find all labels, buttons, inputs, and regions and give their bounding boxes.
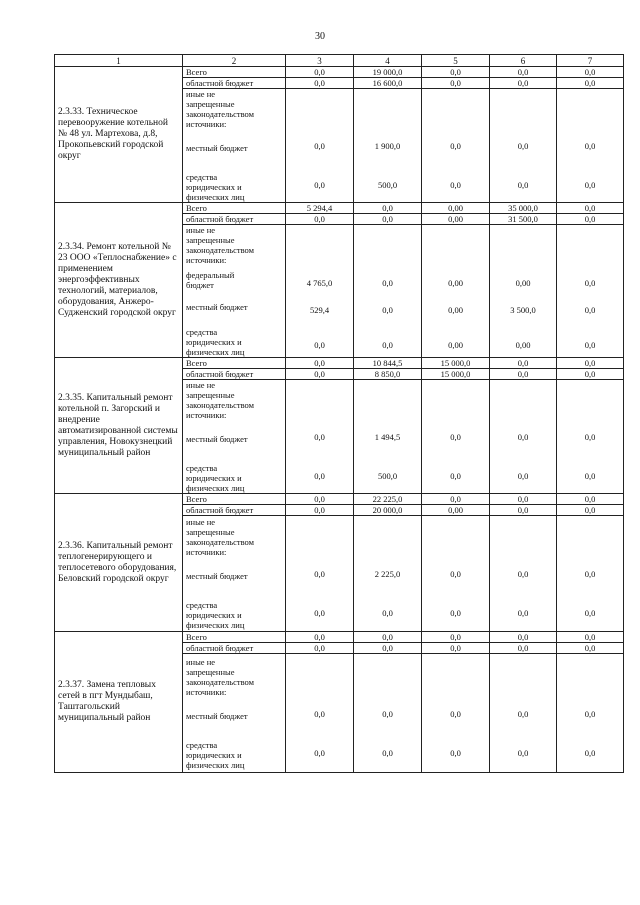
text-line: 0,00 xyxy=(448,339,463,350)
value-cell: 0,0 xyxy=(490,643,557,654)
text-line: 0,0 xyxy=(314,432,325,442)
text-line: 0,0 xyxy=(450,180,461,190)
value-cell: 0,0 xyxy=(557,505,624,516)
text-line: иные не xyxy=(186,656,216,667)
text-line: 0,0 xyxy=(314,180,325,190)
text-line: 0,0 xyxy=(450,708,461,719)
text-line: юридических и xyxy=(186,610,242,620)
text-line: 0,0 xyxy=(584,471,596,481)
text-line: 0,0 xyxy=(517,569,529,579)
text-line: юридических и xyxy=(186,182,242,192)
header-cell: 2 xyxy=(183,55,286,67)
text-line: физических лиц xyxy=(186,620,245,630)
value-cell xyxy=(490,225,557,358)
text-line: 0,0 xyxy=(517,747,529,758)
value-cell: 0,0 xyxy=(490,632,557,643)
value-cell: 22 225,0 xyxy=(354,494,422,505)
value-cell xyxy=(286,654,354,773)
project-title: 2.3.34. Ремонт котельной № 23 ООО «Теплоснабжение» с применением энергоэффективных технологий, материалов, оборудования, Анжеро-Судженский городской округ xyxy=(55,203,183,358)
value-cell: 0,0 xyxy=(286,78,354,89)
text-line: местный бюджет xyxy=(186,571,248,581)
text-line: юридических и xyxy=(186,473,242,483)
text-line: 0,0 xyxy=(382,339,393,350)
text-line: 4 765,0 xyxy=(306,277,333,288)
header-cell: 4 xyxy=(354,55,422,67)
value-cell: 0,0 xyxy=(490,369,557,380)
text-line: средства xyxy=(186,327,218,337)
value-cell: 5 294,4 xyxy=(286,203,354,214)
text-line: 3 500,0 xyxy=(510,304,536,315)
table-row xyxy=(55,358,624,369)
text-line: 0,0 xyxy=(517,432,529,442)
source-total-label: Всего xyxy=(183,632,286,643)
text-line: местный бюджет xyxy=(186,302,248,312)
text-line: физических лиц xyxy=(186,759,245,770)
text-line: 0,0 xyxy=(382,608,393,618)
text-line: запрещенные xyxy=(186,235,235,245)
source-total-label: Всего xyxy=(183,358,286,369)
text-line: источники: xyxy=(186,255,227,265)
text-line: 0,0 xyxy=(517,141,529,151)
value-cell: 0,0 xyxy=(286,505,354,516)
text-line: 1 900,0 xyxy=(374,141,401,151)
source-regional-label: областной бюджет xyxy=(183,369,286,380)
text-line: 0,0 xyxy=(517,471,529,481)
value-cell: 31 500,0 xyxy=(490,214,557,225)
text-line: 0,0 xyxy=(450,747,461,758)
source-regional-label: областной бюджет xyxy=(183,505,286,516)
text-line: 0,0 xyxy=(584,180,596,190)
value-cell: 0,0 xyxy=(422,67,490,78)
value-cell xyxy=(354,516,422,632)
value-cell: 0,0 xyxy=(354,203,422,214)
value-cell: 0,0 xyxy=(286,632,354,643)
text-line: 0,0 xyxy=(584,708,596,719)
value-cell xyxy=(557,89,624,203)
source-regional-label: областной бюджет xyxy=(183,214,286,225)
text-line: запрещенные xyxy=(186,527,235,537)
table-row xyxy=(55,203,624,214)
project-title: 2.3.36. Капитальный ремонт теплогенерирующего и теплосетевого оборудования, Беловский городской округ xyxy=(55,494,183,632)
value-cell xyxy=(490,89,557,203)
text-line: 0,0 xyxy=(314,608,325,618)
text-line: 0,0 xyxy=(450,608,461,618)
text-line: запрещенные xyxy=(186,666,235,677)
text-line: 0,0 xyxy=(584,141,596,151)
text-line: 0,0 xyxy=(382,304,393,315)
text-line: 0,0 xyxy=(584,304,596,315)
text-line: 0,0 xyxy=(314,471,325,481)
text-line: 0,00 xyxy=(448,304,463,315)
text-line: местный бюджет xyxy=(186,143,248,153)
text-line: 0,00 xyxy=(448,277,463,288)
text-line: 0,0 xyxy=(584,339,596,350)
text-line: средства xyxy=(186,172,218,182)
source-other-label xyxy=(183,380,286,494)
text-line: 0,0 xyxy=(584,432,596,442)
value-cell xyxy=(422,225,490,358)
text-line: иные не xyxy=(186,517,216,527)
text-line: источники: xyxy=(186,547,227,557)
text-line: 0,0 xyxy=(382,277,393,288)
text-line: законодательством xyxy=(186,537,255,547)
value-cell xyxy=(354,380,422,494)
value-cell: 15 000,0 xyxy=(422,358,490,369)
text-line: 0,0 xyxy=(314,708,325,719)
header-cell: 3 xyxy=(286,55,354,67)
header-row xyxy=(55,55,624,67)
value-cell xyxy=(286,516,354,632)
header-cell: 6 xyxy=(490,55,557,67)
value-cell: 0,00 xyxy=(422,214,490,225)
source-regional-label: областной бюджет xyxy=(183,78,286,89)
value-cell: 0,0 xyxy=(557,643,624,654)
value-cell xyxy=(490,380,557,494)
value-cell: 16 600,0 xyxy=(354,78,422,89)
value-cell xyxy=(422,380,490,494)
text-line: 0,0 xyxy=(450,471,461,481)
text-line: 0,0 xyxy=(517,708,529,719)
text-line: 500,0 xyxy=(377,180,398,190)
text-line: федеральный xyxy=(186,270,235,280)
source-other-label xyxy=(183,516,286,632)
value-cell: 0,0 xyxy=(490,358,557,369)
text-line: 0,0 xyxy=(584,569,596,579)
source-total-label: Всего xyxy=(183,494,286,505)
text-line: иные не xyxy=(186,225,216,235)
value-cell: 0,0 xyxy=(490,78,557,89)
text-line: 0,0 xyxy=(314,569,325,579)
value-cell: 0,0 xyxy=(286,494,354,505)
budget-table xyxy=(54,54,624,773)
text-line: средства xyxy=(186,463,218,473)
value-cell: 8 850,0 xyxy=(354,369,422,380)
value-cell: 0,0 xyxy=(354,643,422,654)
text-line: источники: xyxy=(186,686,227,697)
text-line: 0,0 xyxy=(314,141,325,151)
text-line: 500,0 xyxy=(377,471,398,481)
value-cell xyxy=(354,225,422,358)
value-cell xyxy=(557,225,624,358)
header-cell: 5 xyxy=(422,55,490,67)
text-line: бюджет xyxy=(186,280,214,290)
project-title: 2.3.35. Капитальный ремонт котельной п. Загорский и внедрение автоматизированной системы управления, Новокузнецкий муниципальный район xyxy=(55,358,183,494)
value-cell: 0,0 xyxy=(557,494,624,505)
value-cell xyxy=(557,654,624,773)
text-line: 0,0 xyxy=(517,180,529,190)
text-line: 1 494,5 xyxy=(374,432,401,442)
text-line: средства xyxy=(186,739,218,750)
value-cell: 0,0 xyxy=(286,67,354,78)
value-cell xyxy=(557,380,624,494)
text-line: запрещенные xyxy=(186,390,235,400)
value-cell: 0,0 xyxy=(490,67,557,78)
value-cell: 15 000,0 xyxy=(422,369,490,380)
value-cell: 0,0 xyxy=(354,214,422,225)
value-cell: 0,0 xyxy=(422,494,490,505)
text-line: 0,00 xyxy=(515,277,531,288)
value-cell: 0,0 xyxy=(557,67,624,78)
text-line: 0,0 xyxy=(382,708,393,719)
table-row xyxy=(55,67,624,78)
value-cell xyxy=(422,89,490,203)
text-line: источники: xyxy=(186,410,227,420)
value-cell xyxy=(286,380,354,494)
source-other-label xyxy=(183,654,286,773)
text-line: 0,0 xyxy=(584,747,596,758)
text-line: источники: xyxy=(186,119,227,129)
text-line: законодательством xyxy=(186,109,255,119)
value-cell: 0,0 xyxy=(286,214,354,225)
text-line: 0,0 xyxy=(450,569,461,579)
value-cell: 0,0 xyxy=(422,632,490,643)
value-cell: 0,0 xyxy=(490,505,557,516)
value-cell xyxy=(490,654,557,773)
value-cell: 0,0 xyxy=(422,78,490,89)
text-line: 0,0 xyxy=(517,608,529,618)
text-line: законодательством xyxy=(186,676,255,687)
page-number: 30 xyxy=(315,31,325,42)
value-cell xyxy=(490,516,557,632)
text-line: законодательством xyxy=(186,400,255,410)
text-line: 0,0 xyxy=(584,277,596,288)
value-cell xyxy=(422,654,490,773)
source-total-label: Всего xyxy=(183,203,286,214)
text-line: 2 225,0 xyxy=(374,569,401,579)
value-cell xyxy=(557,516,624,632)
text-line: 0,0 xyxy=(382,747,393,758)
text-line: 0,0 xyxy=(584,608,596,618)
table-row xyxy=(55,494,624,505)
source-other-label xyxy=(183,225,286,358)
value-cell xyxy=(286,89,354,203)
value-cell: 0,0 xyxy=(557,78,624,89)
value-cell: 0,0 xyxy=(557,358,624,369)
value-cell xyxy=(354,654,422,773)
table-row xyxy=(55,632,624,643)
text-line: 0,0 xyxy=(314,747,325,758)
value-cell: 0,0 xyxy=(557,369,624,380)
source-other-label xyxy=(183,89,286,203)
value-cell: 0,0 xyxy=(286,643,354,654)
project-title: 2.3.33. Техническое перевооружение котельной № 48 ул. Мартехова, д.8, Прокопьевский городской округ xyxy=(55,67,183,203)
source-total-label: Всего xyxy=(183,67,286,78)
value-cell: 0,0 xyxy=(422,643,490,654)
value-cell xyxy=(354,89,422,203)
value-cell xyxy=(422,516,490,632)
value-cell: 0,0 xyxy=(286,358,354,369)
text-line: средства xyxy=(186,600,218,610)
text-line: иные не xyxy=(186,89,216,99)
text-line: физических лиц xyxy=(186,483,245,493)
text-line: запрещенные xyxy=(186,99,235,109)
header-cell: 7 xyxy=(557,55,624,67)
header-cell: 1 xyxy=(55,55,183,67)
text-line: физических лиц xyxy=(186,347,245,357)
text-line: местный бюджет xyxy=(186,434,248,444)
text-line: местный бюджет xyxy=(186,710,248,721)
value-cell: 0,0 xyxy=(557,203,624,214)
text-line: 0,0 xyxy=(314,339,325,350)
value-cell: 35 000,0 xyxy=(490,203,557,214)
text-line: юридических и xyxy=(186,749,242,760)
text-line: физических лиц xyxy=(186,192,245,202)
value-cell: 19 000,0 xyxy=(354,67,422,78)
value-cell: 0,00 xyxy=(422,203,490,214)
value-cell: 0,0 xyxy=(557,632,624,643)
value-cell: 0,0 xyxy=(354,632,422,643)
text-line: иные не xyxy=(186,380,216,390)
value-cell: 0,0 xyxy=(490,494,557,505)
value-cell: 0,0 xyxy=(286,369,354,380)
text-line: 0,0 xyxy=(450,432,461,442)
text-line: 529,4 xyxy=(309,304,330,315)
text-line: 0,00 xyxy=(515,339,531,350)
value-cell xyxy=(286,225,354,358)
text-line: законодательством xyxy=(186,245,255,255)
text-line: 0,0 xyxy=(450,141,461,151)
source-regional-label: областной бюджет xyxy=(183,643,286,654)
value-cell: 10 844,5 xyxy=(354,358,422,369)
value-cell: 0,0 xyxy=(557,214,624,225)
text-line: юридических и xyxy=(186,337,242,347)
project-title: 2.3.37. Замена тепловых сетей в пгт Мундыбаш, Таштагольский муниципальный район xyxy=(55,632,183,773)
value-cell: 20 000,0 xyxy=(354,505,422,516)
value-cell: 0,00 xyxy=(422,505,490,516)
